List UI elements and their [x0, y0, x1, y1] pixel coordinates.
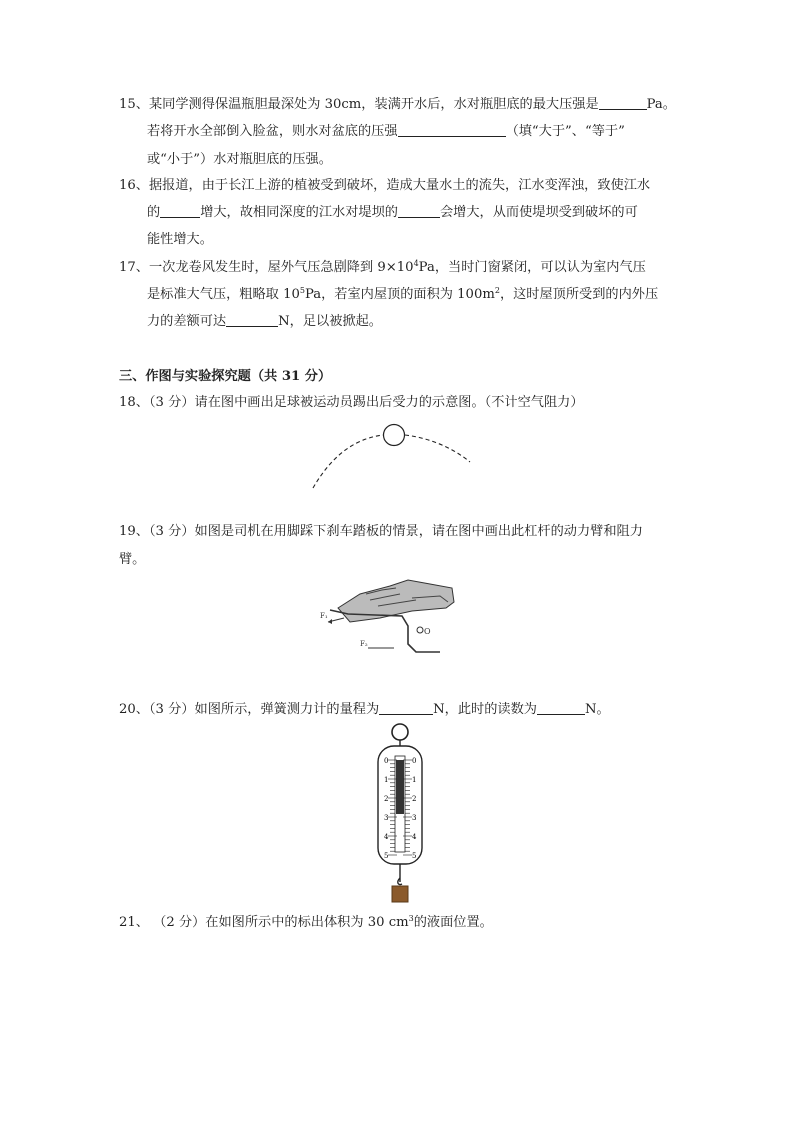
scale-label-left-1: 1: [384, 776, 389, 784]
q20-blank-reading[interactable]: [537, 700, 585, 715]
scale-label-left-4: 4: [384, 833, 389, 841]
q15-line-2: 若将开水全部倒入脸盆，则水对盆底的压强 （填“大于”、“等于”: [147, 124, 625, 139]
q19-line-1: 19、（3 分）如图是司机在用脚踩下刹车踏板的情景，请在图中画出此杠杆的动力臂和阻力: [119, 524, 643, 539]
scale-label-left-0: 0: [384, 757, 389, 765]
scale-label-right-3: 3: [412, 814, 417, 822]
q16-line-1: 16、据报道，由于长江上游的植被受到破坏，造成大量水土的流失，江水变浑浊，致使江水: [119, 178, 651, 193]
top-ring: [392, 724, 408, 740]
q16-blank-2[interactable]: [398, 203, 440, 218]
spring-scale-figure[interactable]: [372, 722, 432, 904]
trajectory-left: [313, 435, 383, 488]
q21-text: 21、 （2 分）在如图所示中的标出体积为 30 $cm^3$的液面位置。: [119, 914, 493, 930]
scale-label-right-2: 2: [412, 795, 417, 803]
q15-blank-1[interactable]: [599, 95, 647, 110]
q20-text: 20、（3 分）如图所示，弹簧测力计的量程为 N，此时的读数为 N。: [119, 702, 610, 717]
q15-blank-2[interactable]: [398, 122, 506, 137]
football-trajectory-figure[interactable]: [305, 420, 475, 492]
scale-label-left-3: 3: [384, 814, 389, 822]
scale-label-left-5: 5: [384, 852, 389, 860]
scale-label-right-1: 1: [412, 776, 417, 784]
q19-line-2: 臂。: [119, 552, 146, 567]
pivot-point: [417, 627, 423, 633]
scale-indicator: [396, 760, 404, 814]
weight-block: [392, 886, 408, 902]
q17-blank[interactable]: [226, 312, 278, 327]
scale-label-left-2: 2: [384, 795, 389, 803]
q16-line-3: 能性增大。: [147, 232, 213, 247]
q18-text: 18、（3 分）请在图中画出足球被运动员踢出后受力的示意图。（不计空气阻力）: [119, 395, 584, 410]
q17-line-2: 是标准大气压，粗略取 $10^5Pa$，若室内屋顶的面积为 $100m^2$，这时屋顶所受到的内外压: [147, 286, 659, 302]
q15-line-3: 或“小于”）水对瓶胆底的压强。: [147, 152, 332, 167]
q17-line-3: 力的差额可达 N，足以被掀起。: [147, 314, 382, 329]
section-3-heading: 三、作图与实验探究题（共 31 分）: [119, 369, 332, 384]
q20-blank-range[interactable]: [379, 700, 433, 715]
q16-line-2: 的 增大，故相同深度的江水对堤坝的 会增大，从而使堤坝受到破坏的可: [147, 205, 638, 220]
f1-label: F₁: [320, 612, 328, 620]
f2-label: F₂: [360, 640, 368, 648]
trajectory-right: [405, 435, 470, 462]
scale-label-right-0: 0: [412, 757, 417, 765]
q17-line-1: 17、一次龙卷风发生时，屋外气压急剧降到 $9\times 10^4Pa$，当时门窗紧闭，可以认为室内气压: [119, 259, 646, 275]
pivot-label: O: [424, 627, 431, 636]
football-icon: [384, 425, 405, 446]
q16-blank-1[interactable]: [160, 203, 200, 218]
scale-label-right-4: 4: [412, 833, 417, 841]
scale-label-right-5: 5: [412, 852, 417, 860]
q15-line-1: 15、某同学测得保温瓶胆最深处为 30cm，装满开水后，水对瓶胆底的最大压强是 Pa。: [119, 97, 676, 112]
brake-pedal-figure[interactable]: [320, 578, 455, 658]
